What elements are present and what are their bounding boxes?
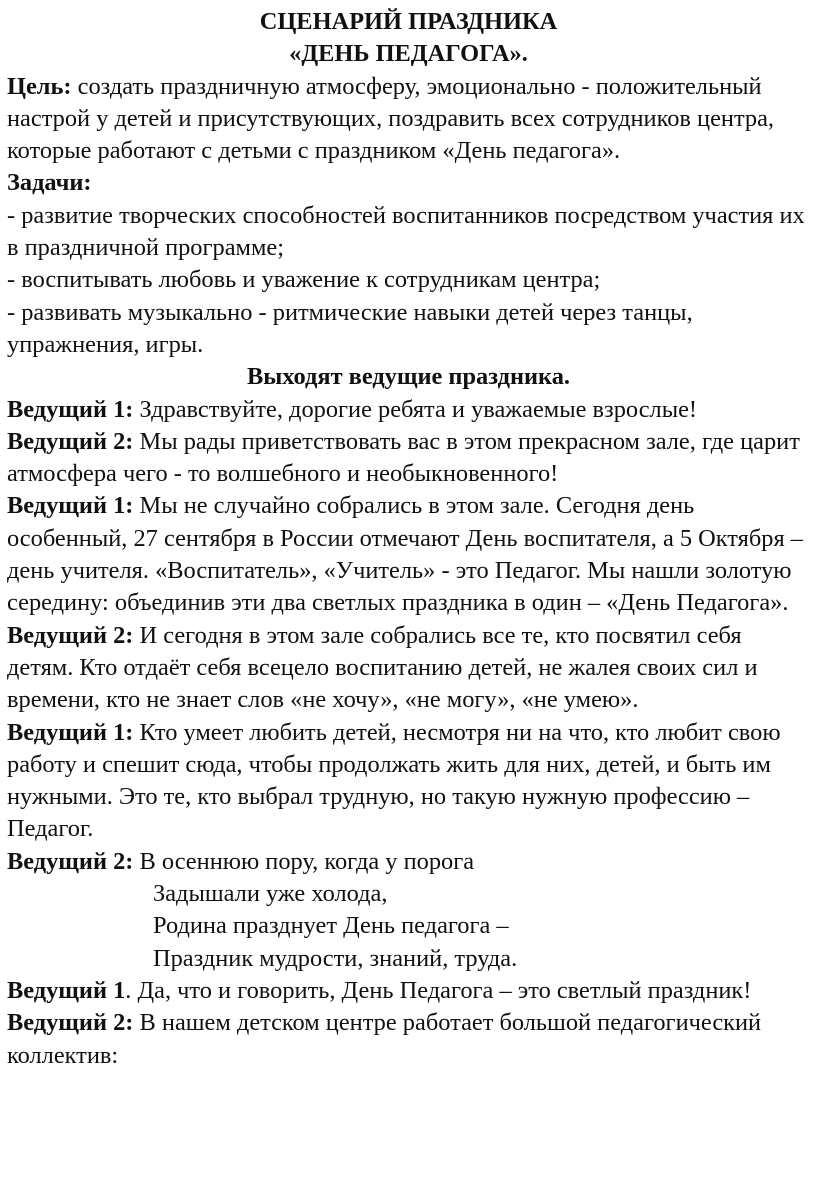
- title-line-1: СЦЕНАРИЙ ПРАЗДНИКА: [259, 8, 558, 35]
- dialogue-line: [7, 975, 810, 1007]
- poem-text: В осеннюю пору, когда у порога: [133, 847, 475, 875]
- task-item: - воспитывать любовь и уважение к сотрудникам центра;: [7, 266, 601, 294]
- dialogue-line: [7, 426, 810, 491]
- poem-line: Родина празднует День педагога –: [153, 912, 509, 940]
- dialogue-text: И сегодня в этом зале собрались все те, кто посвятил себя детям. Кто отдаёт себя всецело воспитанию детей, не жалея своих сил и времени, кто не знает слов «не хочу», «не могу», «не умею».: [7, 621, 758, 714]
- goal-paragraph: [7, 71, 810, 168]
- tasks-label: Задачи:: [7, 169, 92, 197]
- speaker-label: Ведущий 2:: [7, 427, 134, 455]
- dialogue-text: Мы не случайно собрались в этом зале. Сегодня день особенный, 27 сентября в России отмечают День воспитателя, а 5 Октября – день учителя. «Воспитатель», «Учитель» - это Педагог. Мы нашли золотую середину: объединив эти два светлых праздника в один – «День Педагога».: [7, 492, 803, 617]
- poem-line: Задышали уже холода,: [153, 880, 388, 908]
- poem-line: Праздник мудрости, знаний, труда.: [153, 944, 518, 972]
- dialogue-line: [7, 394, 810, 426]
- dialogue-text: Мы рады приветствовать вас в этом прекрасном зале, где царит атмосфера чего - то волшебного и необыкновенного!: [7, 427, 800, 488]
- speaker-label: Ведущий 1:: [7, 395, 134, 423]
- dialogue-line: [7, 490, 810, 619]
- goal-text: создать праздничную атмосферу, эмоционально - положительный настрой у детей и присутствующих, поздравить всех сотрудников центра, которые работают с детьми с праздником «День педагога».: [7, 72, 775, 165]
- dialogue-text: В нашем детском центре работает большой педагогический коллектив:: [7, 1009, 762, 1069]
- dialogue-line: [7, 717, 810, 846]
- dialogue-line: [7, 1007, 810, 1072]
- poem-first-line: [7, 846, 810, 878]
- dialogue-line: [7, 620, 810, 717]
- dialogue-text: Здравствуйте, дорогие ребята и уважаемые взрослые!: [133, 395, 698, 423]
- stage-direction: Выходят ведущие праздника.: [246, 363, 571, 391]
- title-line-2: «ДЕНЬ ПЕДАГОГА».: [289, 40, 528, 68]
- speaker-label: Ведущий 2:: [7, 621, 134, 649]
- dialogue-text: Кто умеет любить детей, несмотря ни на что, кто любит свою работу и спешит сюда, чтобы продолжать жить для них, детей, и быть им нужными. Это те, кто выбрал трудную, но такую нужную профессию – Педагог.: [7, 718, 781, 843]
- goal-label: Цель:: [7, 72, 72, 100]
- speaker-label: Ведущий 1: [7, 976, 126, 1004]
- speaker-label: Ведущий 2:: [7, 1009, 134, 1037]
- speaker-label: Ведущий 1:: [7, 492, 134, 520]
- speaker-label: Ведущий 2:: [7, 847, 134, 875]
- task-item: - развитие творческих способностей воспитанников посредством участия их в праздничной программе;: [7, 201, 805, 262]
- dialogue-text: . Да, что и говорить, День Педагога – это светлый праздник!: [125, 976, 752, 1004]
- task-item: - развивать музыкально - ритмические навыки детей через танцы, упражнения, игры.: [7, 298, 693, 358]
- speaker-label: Ведущий 1:: [7, 718, 134, 746]
